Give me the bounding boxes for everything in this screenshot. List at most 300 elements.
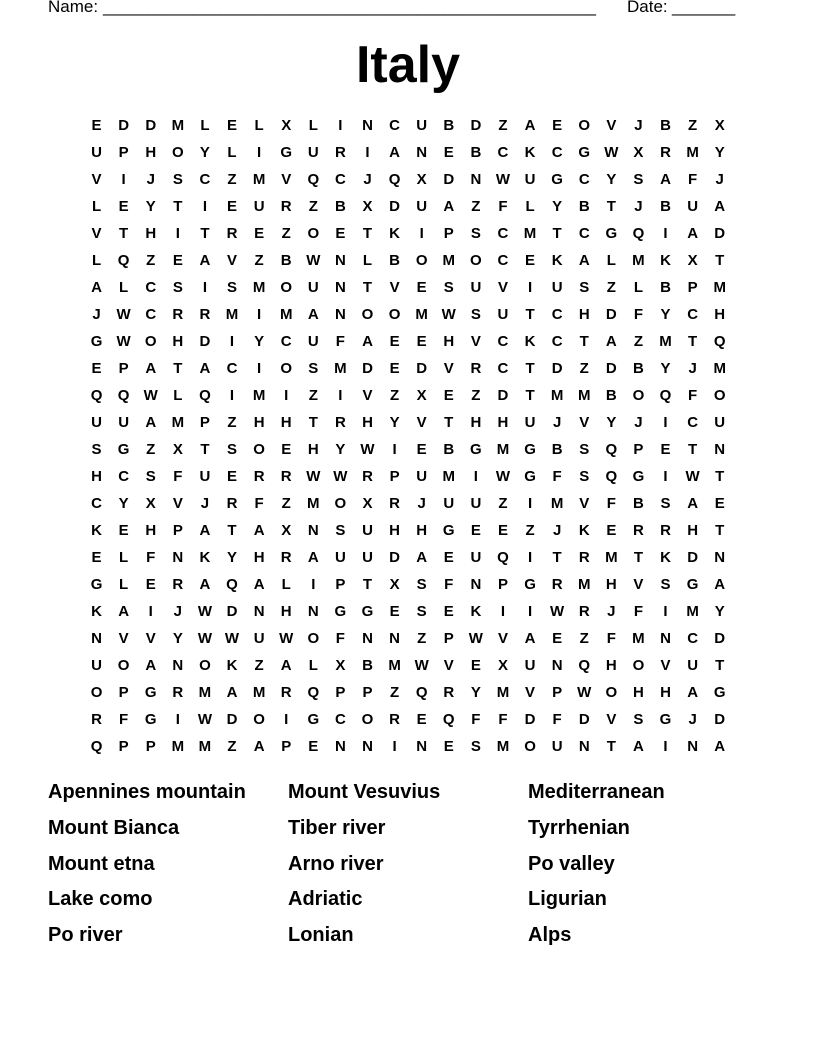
grid-letter[interactable]: C [497, 360, 509, 377]
grid-letter[interactable]: K [660, 549, 671, 566]
grid-letter[interactable]: J [552, 414, 562, 431]
grid-letter[interactable]: A [714, 576, 726, 593]
grid-letter[interactable]: W [360, 441, 375, 458]
grid-letter[interactable]: Z [606, 279, 616, 296]
grid-letter[interactable]: Z [146, 252, 156, 269]
grid-letter[interactable]: A [199, 522, 211, 539]
grid-letter[interactable]: Q [632, 225, 645, 242]
grid-letter[interactable]: S [416, 576, 427, 593]
grid-letter[interactable]: T [606, 198, 616, 215]
grid-letter[interactable]: E [525, 252, 536, 269]
grid-letter[interactable]: O [578, 117, 591, 134]
grid-letter[interactable]: S [91, 441, 102, 458]
grid-letter[interactable]: I [663, 603, 668, 620]
grid-letter[interactable]: G [117, 441, 130, 458]
grid-letter[interactable]: E [552, 630, 563, 647]
grid-letter[interactable]: Q [90, 738, 103, 755]
grid-letter[interactable]: W [414, 657, 429, 674]
grid-letter[interactable]: Q [442, 711, 455, 728]
grid-letter[interactable]: L [119, 576, 129, 593]
grid-letter[interactable]: E [606, 522, 617, 539]
grid-letter[interactable]: E [714, 495, 725, 512]
grid-letter[interactable]: V [633, 576, 644, 593]
grid-letter[interactable]: S [660, 576, 671, 593]
grid-letter[interactable]: I [365, 144, 370, 161]
grid-letter[interactable]: A [443, 198, 455, 215]
grid-letter[interactable]: J [146, 171, 155, 188]
grid-letter[interactable]: O [144, 333, 157, 350]
grid-letter[interactable]: F [119, 711, 129, 728]
grid-letter[interactable]: V [227, 252, 238, 269]
grid-letter[interactable]: W [468, 630, 483, 647]
grid-letter[interactable]: Z [227, 738, 237, 755]
grid-letter[interactable]: M [577, 387, 591, 404]
grid-letter[interactable]: D [118, 117, 130, 134]
grid-letter[interactable]: C [334, 171, 346, 188]
grid-letter[interactable]: V [525, 684, 536, 701]
grid-letter[interactable]: G [144, 711, 157, 728]
grid-letter[interactable]: E [443, 387, 454, 404]
grid-letter[interactable]: P [118, 684, 129, 701]
grid-letter[interactable]: F [606, 630, 616, 647]
grid-letter[interactable]: F [552, 711, 562, 728]
grid-letter[interactable]: U [470, 279, 482, 296]
grid-letter[interactable]: T [715, 522, 725, 539]
grid-letter[interactable]: X [633, 144, 644, 161]
grid-letter[interactable]: I [392, 738, 397, 755]
grid-letter[interactable]: R [551, 576, 563, 593]
grid-letter[interactable]: C [199, 171, 211, 188]
grid-letter[interactable]: O [524, 738, 536, 755]
grid-letter[interactable]: Z [579, 630, 589, 647]
grid-letter[interactable]: V [91, 171, 102, 188]
grid-letter[interactable]: S [470, 738, 481, 755]
grid-letter[interactable]: C [280, 333, 292, 350]
grid-letter[interactable]: E [118, 522, 129, 539]
grid-letter[interactable]: Y [145, 198, 156, 215]
grid-letter[interactable]: U [551, 738, 563, 755]
grid-letter[interactable]: H [91, 468, 102, 485]
grid-letter[interactable]: D [226, 711, 238, 728]
grid-letter[interactable]: G [551, 171, 563, 188]
grid-letter[interactable]: P [497, 576, 508, 593]
grid-letter[interactable]: V [579, 414, 590, 431]
grid-letter[interactable]: P [552, 684, 563, 701]
grid-letter[interactable]: M [442, 468, 456, 485]
grid-letter[interactable]: O [361, 711, 374, 728]
grid-letter[interactable]: O [334, 495, 347, 512]
grid-letter[interactable]: Z [254, 252, 264, 269]
grid-letter[interactable]: H [470, 414, 482, 431]
grid-letter[interactable]: O [171, 144, 184, 161]
grid-letter[interactable]: U [307, 279, 319, 296]
grid-letter[interactable]: G [90, 333, 103, 350]
grid-letter[interactable]: N [172, 657, 184, 674]
grid-letter[interactable]: B [470, 144, 482, 161]
grid-letter[interactable]: U [714, 414, 726, 431]
grid-letter[interactable]: M [605, 549, 618, 566]
grid-letter[interactable]: G [524, 441, 536, 458]
grid-letter[interactable]: Z [281, 225, 291, 242]
grid-letter[interactable]: G [307, 711, 320, 728]
grid-letter[interactable]: Y [606, 171, 617, 188]
grid-letter[interactable]: I [121, 171, 126, 188]
grid-letter[interactable]: V [443, 360, 454, 377]
grid-letter[interactable]: U [443, 495, 455, 512]
grid-letter[interactable]: E [172, 252, 183, 269]
grid-letter[interactable]: I [663, 414, 668, 431]
grid-letter[interactable]: U [334, 549, 346, 566]
grid-letter[interactable]: Q [226, 576, 238, 593]
grid-letter[interactable]: U [524, 414, 536, 431]
grid-letter[interactable]: D [199, 333, 211, 350]
grid-letter[interactable]: A [118, 603, 130, 620]
grid-letter[interactable]: I [663, 468, 668, 485]
grid-letter[interactable]: S [227, 279, 238, 296]
grid-letter[interactable]: H [280, 414, 292, 431]
grid-letter[interactable]: E [145, 576, 156, 593]
grid-letter[interactable]: Z [498, 117, 508, 134]
grid-letter[interactable]: R [334, 414, 346, 431]
grid-letter[interactable]: N [714, 441, 726, 458]
grid-letter[interactable]: W [306, 252, 321, 269]
grid-letter[interactable]: I [229, 333, 235, 350]
grid-letter[interactable]: M [713, 360, 726, 377]
grid-letter[interactable]: T [444, 414, 454, 431]
grid-letter[interactable]: N [362, 117, 373, 134]
grid-letter[interactable]: F [335, 630, 345, 647]
grid-letter[interactable]: G [361, 603, 374, 620]
grid-letter[interactable]: A [253, 522, 265, 539]
grid-letter[interactable]: E [227, 468, 238, 485]
grid-letter[interactable]: M [198, 684, 212, 701]
grid-letter[interactable]: W [604, 144, 619, 161]
grid-letter[interactable]: N [172, 549, 184, 566]
grid-letter[interactable]: M [442, 252, 456, 269]
grid-letter[interactable]: K [199, 549, 211, 566]
grid-letter[interactable]: E [389, 360, 400, 377]
grid-letter[interactable]: M [171, 414, 185, 431]
grid-letter[interactable]: K [470, 603, 482, 620]
grid-letter[interactable]: E [91, 360, 102, 377]
grid-letter[interactable]: I [663, 738, 668, 755]
grid-letter[interactable]: J [417, 495, 426, 512]
grid-letter[interactable]: E [416, 333, 427, 350]
grid-letter[interactable]: S [633, 711, 644, 728]
grid-letter[interactable]: K [524, 333, 536, 350]
grid-letter[interactable]: T [715, 252, 725, 269]
grid-letter[interactable]: H [416, 522, 428, 539]
grid-letter[interactable]: E [416, 711, 427, 728]
grid-letter[interactable]: T [362, 279, 373, 296]
grid-letter[interactable]: J [634, 117, 643, 134]
grid-letter[interactable]: G [524, 576, 536, 593]
grid-letter[interactable]: P [118, 360, 129, 377]
grid-letter[interactable]: A [687, 684, 699, 701]
grid-letter[interactable]: H [443, 333, 455, 350]
grid-letter[interactable]: Y [714, 144, 725, 161]
grid-letter[interactable]: L [633, 279, 643, 296]
grid-letter[interactable]: U [497, 306, 509, 323]
grid-letter[interactable]: S [470, 306, 481, 323]
grid-letter[interactable]: T [579, 333, 589, 350]
grid-letter[interactable]: I [202, 198, 207, 215]
grid-letter[interactable]: I [663, 225, 668, 242]
grid-letter[interactable]: G [632, 468, 645, 485]
grid-letter[interactable]: R [660, 144, 671, 161]
grid-letter[interactable]: W [550, 603, 565, 620]
grid-letter[interactable]: Z [308, 198, 318, 215]
grid-letter[interactable]: M [496, 738, 510, 755]
grid-letter[interactable]: O [90, 684, 103, 701]
grid-letter[interactable]: S [227, 441, 238, 458]
grid-letter[interactable]: D [714, 225, 726, 242]
grid-letter[interactable]: U [199, 468, 211, 485]
grid-letter[interactable]: O [253, 711, 265, 728]
grid-letter[interactable]: T [525, 360, 535, 377]
grid-letter[interactable]: U [470, 549, 482, 566]
grid-letter[interactable]: L [173, 387, 183, 404]
grid-letter[interactable]: X [362, 495, 373, 512]
grid-letter[interactable]: P [443, 225, 454, 242]
grid-letter[interactable]: Q [117, 252, 130, 269]
grid-letter[interactable]: P [281, 738, 292, 755]
grid-letter[interactable]: B [389, 252, 400, 269]
grid-letter[interactable]: H [497, 414, 509, 431]
grid-letter[interactable]: Y [118, 495, 129, 512]
grid-letter[interactable]: A [687, 225, 699, 242]
grid-letter[interactable]: Y [714, 603, 725, 620]
grid-letter[interactable]: J [688, 711, 697, 728]
grid-letter[interactable]: I [229, 387, 235, 404]
grid-letter[interactable]: O [361, 306, 374, 323]
grid-letter[interactable]: S [579, 279, 590, 296]
grid-letter[interactable]: A [362, 333, 373, 350]
grid-letter[interactable]: V [362, 387, 373, 404]
grid-letter[interactable]: E [660, 441, 671, 458]
grid-letter[interactable]: B [660, 117, 671, 134]
grid-letter[interactable]: D [714, 711, 726, 728]
grid-letter[interactable]: M [307, 495, 320, 512]
grid-letter[interactable]: A [578, 252, 590, 269]
grid-letter[interactable]: E [470, 522, 481, 539]
grid-letter[interactable]: P [199, 414, 210, 431]
grid-letter[interactable]: O [713, 387, 726, 404]
grid-letter[interactable]: T [606, 738, 616, 755]
grid-letter[interactable]: Q [497, 549, 509, 566]
grid-letter[interactable]: C [145, 279, 157, 296]
grid-letter[interactable]: E [443, 549, 454, 566]
grid-letter[interactable]: H [145, 522, 157, 539]
grid-letter[interactable]: D [714, 630, 726, 647]
grid-letter[interactable]: M [388, 657, 401, 674]
grid-letter[interactable]: F [471, 711, 481, 728]
grid-letter[interactable]: M [686, 144, 699, 161]
grid-letter[interactable]: R [280, 468, 292, 485]
grid-letter[interactable]: N [334, 738, 346, 755]
grid-letter[interactable]: T [525, 387, 535, 404]
grid-letter[interactable]: H [172, 333, 184, 350]
grid-letter[interactable]: T [362, 576, 373, 593]
grid-letter[interactable]: G [442, 522, 455, 539]
grid-letter[interactable]: Y [552, 198, 563, 215]
grid-letter[interactable]: F [173, 468, 183, 485]
grid-letter[interactable]: Z [254, 657, 264, 674]
grid-letter[interactable]: M [415, 306, 428, 323]
grid-letter[interactable]: D [551, 360, 563, 377]
grid-letter[interactable]: Q [578, 657, 591, 674]
grid-letter[interactable]: P [118, 144, 129, 161]
grid-letter[interactable]: P [443, 630, 454, 647]
grid-letter[interactable]: H [687, 522, 699, 539]
grid-letter[interactable]: U [551, 279, 563, 296]
grid-letter[interactable]: W [306, 468, 321, 485]
grid-letter[interactable]: X [416, 171, 427, 188]
grid-letter[interactable]: U [416, 198, 428, 215]
grid-letter[interactable]: I [257, 306, 262, 323]
grid-letter[interactable]: U [307, 333, 319, 350]
grid-letter[interactable]: T [688, 441, 698, 458]
grid-letter[interactable]: E [281, 441, 292, 458]
grid-letter[interactable]: Y [199, 144, 210, 161]
grid-letter[interactable]: D [605, 306, 617, 323]
grid-letter[interactable]: W [143, 387, 158, 404]
grid-letter[interactable]: S [579, 468, 590, 485]
grid-letter[interactable]: I [392, 441, 397, 458]
grid-letter[interactable]: Z [471, 387, 481, 404]
grid-letter[interactable]: M [550, 495, 564, 512]
date-field-line[interactable]: _______ [672, 0, 735, 16]
grid-letter[interactable]: R [280, 684, 292, 701]
grid-letter[interactable]: Z [688, 117, 698, 134]
grid-letter[interactable]: A [280, 657, 292, 674]
grid-letter[interactable]: N [389, 630, 400, 647]
grid-letter[interactable]: A [389, 144, 400, 161]
grid-letter[interactable]: V [497, 630, 508, 647]
grid-letter[interactable]: I [527, 495, 533, 512]
grid-letter[interactable]: M [252, 171, 266, 188]
grid-letter[interactable]: A [605, 333, 617, 350]
grid-letter[interactable]: B [605, 387, 617, 404]
grid-letter[interactable]: H [253, 414, 265, 431]
grid-letter[interactable]: C [334, 711, 346, 728]
grid-letter[interactable]: X [335, 657, 346, 674]
grid-letter[interactable]: U [687, 198, 699, 215]
grid-letter[interactable]: X [281, 117, 292, 134]
grid-letter[interactable]: M [659, 333, 672, 350]
grid-letter[interactable]: A [660, 171, 671, 188]
grid-letter[interactable]: J [634, 198, 643, 215]
grid-letter[interactable]: A [714, 738, 726, 755]
grid-letter[interactable]: C [497, 225, 509, 242]
grid-letter[interactable]: E [443, 144, 454, 161]
grid-letter[interactable]: Y [660, 306, 671, 323]
grid-letter[interactable]: V [606, 117, 617, 134]
grid-letter[interactable]: S [172, 171, 183, 188]
grid-letter[interactable]: A [226, 684, 238, 701]
grid-letter[interactable]: N [362, 738, 373, 755]
grid-letter[interactable]: I [338, 117, 343, 134]
grid-letter[interactable]: S [335, 522, 346, 539]
grid-letter[interactable]: A [145, 360, 157, 377]
grid-letter[interactable]: K [226, 657, 238, 674]
grid-letter[interactable]: P [335, 684, 346, 701]
grid-letter[interactable]: U [253, 630, 265, 647]
grid-letter[interactable]: M [686, 603, 699, 620]
grid-letter[interactable]: S [172, 279, 183, 296]
grid-letter[interactable]: E [91, 117, 102, 134]
grid-letter[interactable]: N [416, 738, 428, 755]
grid-letter[interactable]: C [91, 495, 102, 512]
grid-letter[interactable]: B [660, 279, 671, 296]
grid-letter[interactable]: A [524, 117, 536, 134]
grid-letter[interactable]: V [443, 657, 454, 674]
grid-letter[interactable]: A [307, 549, 319, 566]
grid-letter[interactable]: V [470, 333, 481, 350]
grid-letter[interactable]: O [415, 252, 428, 269]
grid-letter[interactable]: X [497, 657, 508, 674]
grid-letter[interactable]: F [254, 495, 264, 512]
grid-letter[interactable]: F [498, 198, 508, 215]
grid-letter[interactable]: N [307, 522, 319, 539]
grid-letter[interactable]: A [253, 738, 265, 755]
grid-letter[interactable]: I [175, 711, 180, 728]
grid-letter[interactable]: G [713, 684, 726, 701]
grid-letter[interactable]: H [280, 603, 292, 620]
grid-letter[interactable]: O [280, 360, 293, 377]
grid-letter[interactable]: T [173, 360, 183, 377]
grid-letter[interactable]: X [362, 198, 373, 215]
grid-letter[interactable]: Q [605, 468, 618, 485]
grid-letter[interactable]: E [416, 279, 427, 296]
grid-letter[interactable]: H [362, 414, 373, 431]
grid-letter[interactable]: A [416, 549, 428, 566]
grid-letter[interactable]: A [524, 630, 536, 647]
grid-letter[interactable]: Q [415, 684, 428, 701]
grid-letter[interactable]: L [362, 252, 373, 269]
grid-letter[interactable]: T [552, 225, 562, 242]
grid-letter[interactable]: Y [335, 441, 346, 458]
grid-letter[interactable]: Q [388, 171, 401, 188]
grid-letter[interactable]: P [172, 522, 183, 539]
grid-letter[interactable]: J [200, 495, 210, 512]
grid-letter[interactable]: F [498, 711, 508, 728]
grid-letter[interactable]: Q [90, 387, 103, 404]
grid-letter[interactable]: G [659, 711, 672, 728]
grid-letter[interactable]: H [605, 576, 617, 593]
grid-letter[interactable]: N [470, 171, 482, 188]
grid-letter[interactable]: I [527, 603, 533, 620]
grid-letter[interactable]: M [171, 738, 185, 755]
grid-letter[interactable]: H [389, 522, 400, 539]
grid-letter[interactable]: R [253, 468, 265, 485]
grid-letter[interactable]: B [280, 252, 292, 269]
grid-letter[interactable]: M [632, 252, 645, 269]
grid-letter[interactable]: G [578, 144, 591, 161]
grid-letter[interactable]: K [660, 252, 671, 269]
grid-letter[interactable]: I [257, 360, 262, 377]
grid-letter[interactable]: S [308, 360, 319, 377]
grid-letter[interactable]: V [497, 279, 508, 296]
grid-letter[interactable]: D [470, 117, 482, 134]
grid-letter[interactable]: M [252, 387, 266, 404]
grid-letter[interactable]: Z [525, 522, 535, 539]
grid-letter[interactable]: C [145, 306, 157, 323]
grid-letter[interactable]: R [389, 711, 400, 728]
grid-letter[interactable]: K [524, 144, 536, 161]
grid-letter[interactable]: Z [633, 333, 643, 350]
name-field-line[interactable]: _______________________________________________________ [103, 0, 596, 16]
